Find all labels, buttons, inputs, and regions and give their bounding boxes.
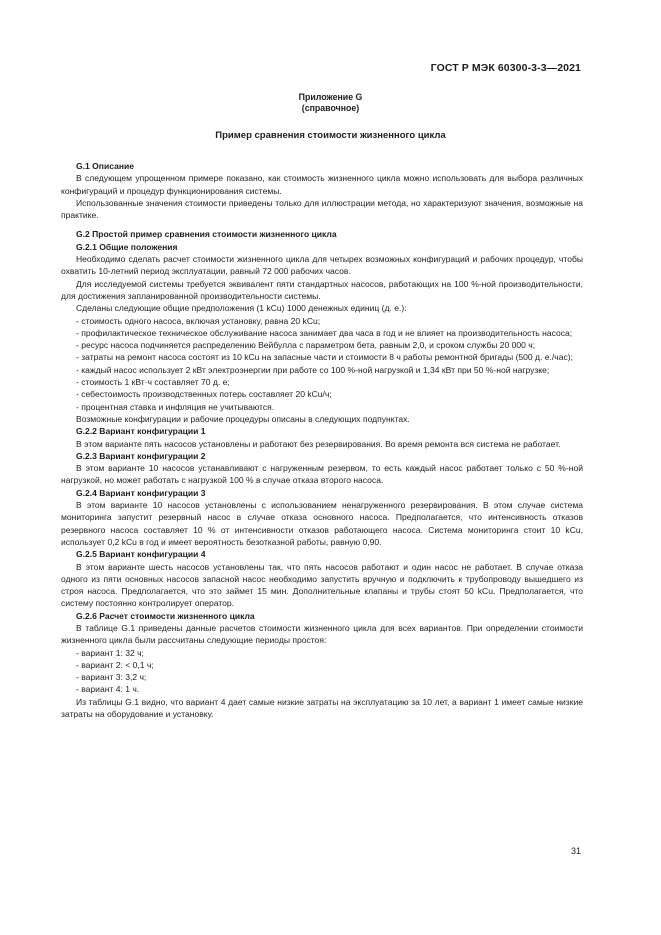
- annex-label: Приложение G: [298, 92, 363, 102]
- list-item: - ресурс насоса подчиняется распределению Вейбулла с параметром бета, равным 2,0, и сроком службы 20 000 ч;: [76, 340, 536, 351]
- paragraph: В этом варианте шесть насосов установлены так, что пять насосов работают и один насос не работает. В случае отказа одного из пяти основных насосов запасной насос необходимо запустить вручную и подключить к трубопроводу вышедшего из строя насоса. Предполагается, что это займет 15 мин. Дополнительные клапаны и трубы стоят 50 kCu. Предполагается, что систему постоянно контролирует оператор.: [61, 561, 583, 609]
- paragraph: В этом варианте пять насосов установлены и работают без резервирования. Во время ремонта вся система не работает.: [76, 438, 561, 449]
- list-item: - затраты на ремонт насоса состоят из 10 kCu на запасные части и стоимости 8 ч работы ремонтной бригады (500 д. е./час);: [76, 352, 573, 363]
- paragraph: Возможные конфигурации и рабочие процедуры описаны в следующих подпунктах.: [76, 413, 410, 424]
- page-number: 31: [570, 846, 581, 856]
- standard-designation: ГОСТ Р МЭК 60300-3-3—2021: [430, 62, 581, 74]
- section-heading-g1: G.1 Описание: [76, 161, 134, 171]
- list-item: - вариант 3: 3,2 ч;: [76, 672, 147, 683]
- list-item: - вариант 1: 32 ч;: [76, 647, 144, 658]
- paragraph: Сделаны следующие общие предположения (1 kCu) 1000 денежных единиц (д. е.):: [76, 303, 407, 314]
- annex-type: (справочное): [301, 103, 360, 113]
- section-heading-g25: G.2.5 Вариант конфигурации 4: [76, 549, 206, 560]
- section-heading-g23: G.2.3 Вариант конфигурации 2: [76, 450, 206, 461]
- annex-title: Пример сравнения стоимости жизненного цикла: [215, 130, 446, 141]
- paragraph: Использованные значения стоимости приведены только для иллюстрации метода, но характеризуют значения, возможные на практике.: [61, 197, 583, 221]
- section-heading-g21: G.2.1 Общие положения: [76, 241, 178, 252]
- list-item: - профилактическое техническое обслуживание насоса занимает два часа в год и не влияет на производительность насоса;: [76, 327, 573, 338]
- paragraph: Для исследуемой системы требуется эквивалент пяти стандартных насосов, работающих на 100 %-ной производительности, для достижения запланированной производительности системы.: [61, 278, 583, 301]
- paragraph: В таблице G.1 приведены данные расчетов стоимости жизненного цикла для всех вариантов. При определении стоимости жизненного цикла были рассчитаны следующие периоды простоя:: [61, 622, 583, 646]
- paragraph: В этом варианте 10 насосов устанавливают с нагруженным резервом, то есть каждый насос работает только с 50 %-ной нагрузкой, но может работать с нагрузкой 100 % в случае отказа второго насоса.: [61, 463, 583, 486]
- paragraph: В следующем упрощенном примере показано, как стоимость жизненного цикла можно использовать для выбора различных конфигураций и процедур функционирования системы.: [61, 173, 583, 196]
- list-item: - стоимость одного насоса, включая установку, равна 20 kCu;: [76, 315, 321, 326]
- list-item: - себестоимость производственных потерь составляет 20 kCu/ч;: [76, 389, 332, 400]
- list-item: - каждый насос использует 2 кВт электроэнергии при работе со 100 %-ной нагрузкой и 1,34 кВт при 50 %-ной нагрузке;: [76, 364, 550, 375]
- paragraph: Из таблицы G.1 видно, что вариант 4 дает самые низкие затраты на эксплуатацию за 10 лет, а вариант 1 имеет самые низкие затраты на оборудование и установку.: [61, 696, 583, 720]
- list-item: - вариант 2: < 0,1 ч;: [76, 659, 154, 670]
- section-heading-g26: G.2.6 Расчет стоимости жизненного цикла: [76, 610, 255, 621]
- section-heading-g22: G.2.2 Вариант конфигурации 1: [76, 426, 206, 437]
- section-heading-g24: G.2.4 Вариант конфигурации 3: [76, 487, 206, 498]
- list-item: - вариант 4: 1 ч.: [76, 684, 140, 695]
- list-item: - стоимость 1 кВт·ч составляет 70 д. е;: [76, 377, 230, 388]
- paragraph: Необходимо сделать расчет стоимости жизненного цикла для четырех возможных конфигураций и рабочих процедур, чтобы охватить 10-летний период эксплуатации, равный 72 000 рабочих часов.: [61, 254, 583, 277]
- document-body: [61, 160, 583, 720]
- section-heading-g2: G.2 Простой пример сравнения стоимости жизненного цикла: [76, 229, 337, 240]
- paragraph: В этом варианте 10 насосов установлены с использованием ненагруженного резервирования. В этом случае система мониторинга запустит резервный насос в случае отказа основного насоса. Предполагается, что интенсивность отказов резервного насоса составляет 10 % от интенсивности отказов работающего насоса. Система мониторинга стоит 10 kCu, использует 0,2 kCu в год и имеет вероятность безотказной работы, равную 0,90.: [61, 500, 583, 547]
- list-item: - процентная ставка и инфляция не учитываются.: [76, 401, 275, 412]
- annex-label-block: [0, 92, 661, 114]
